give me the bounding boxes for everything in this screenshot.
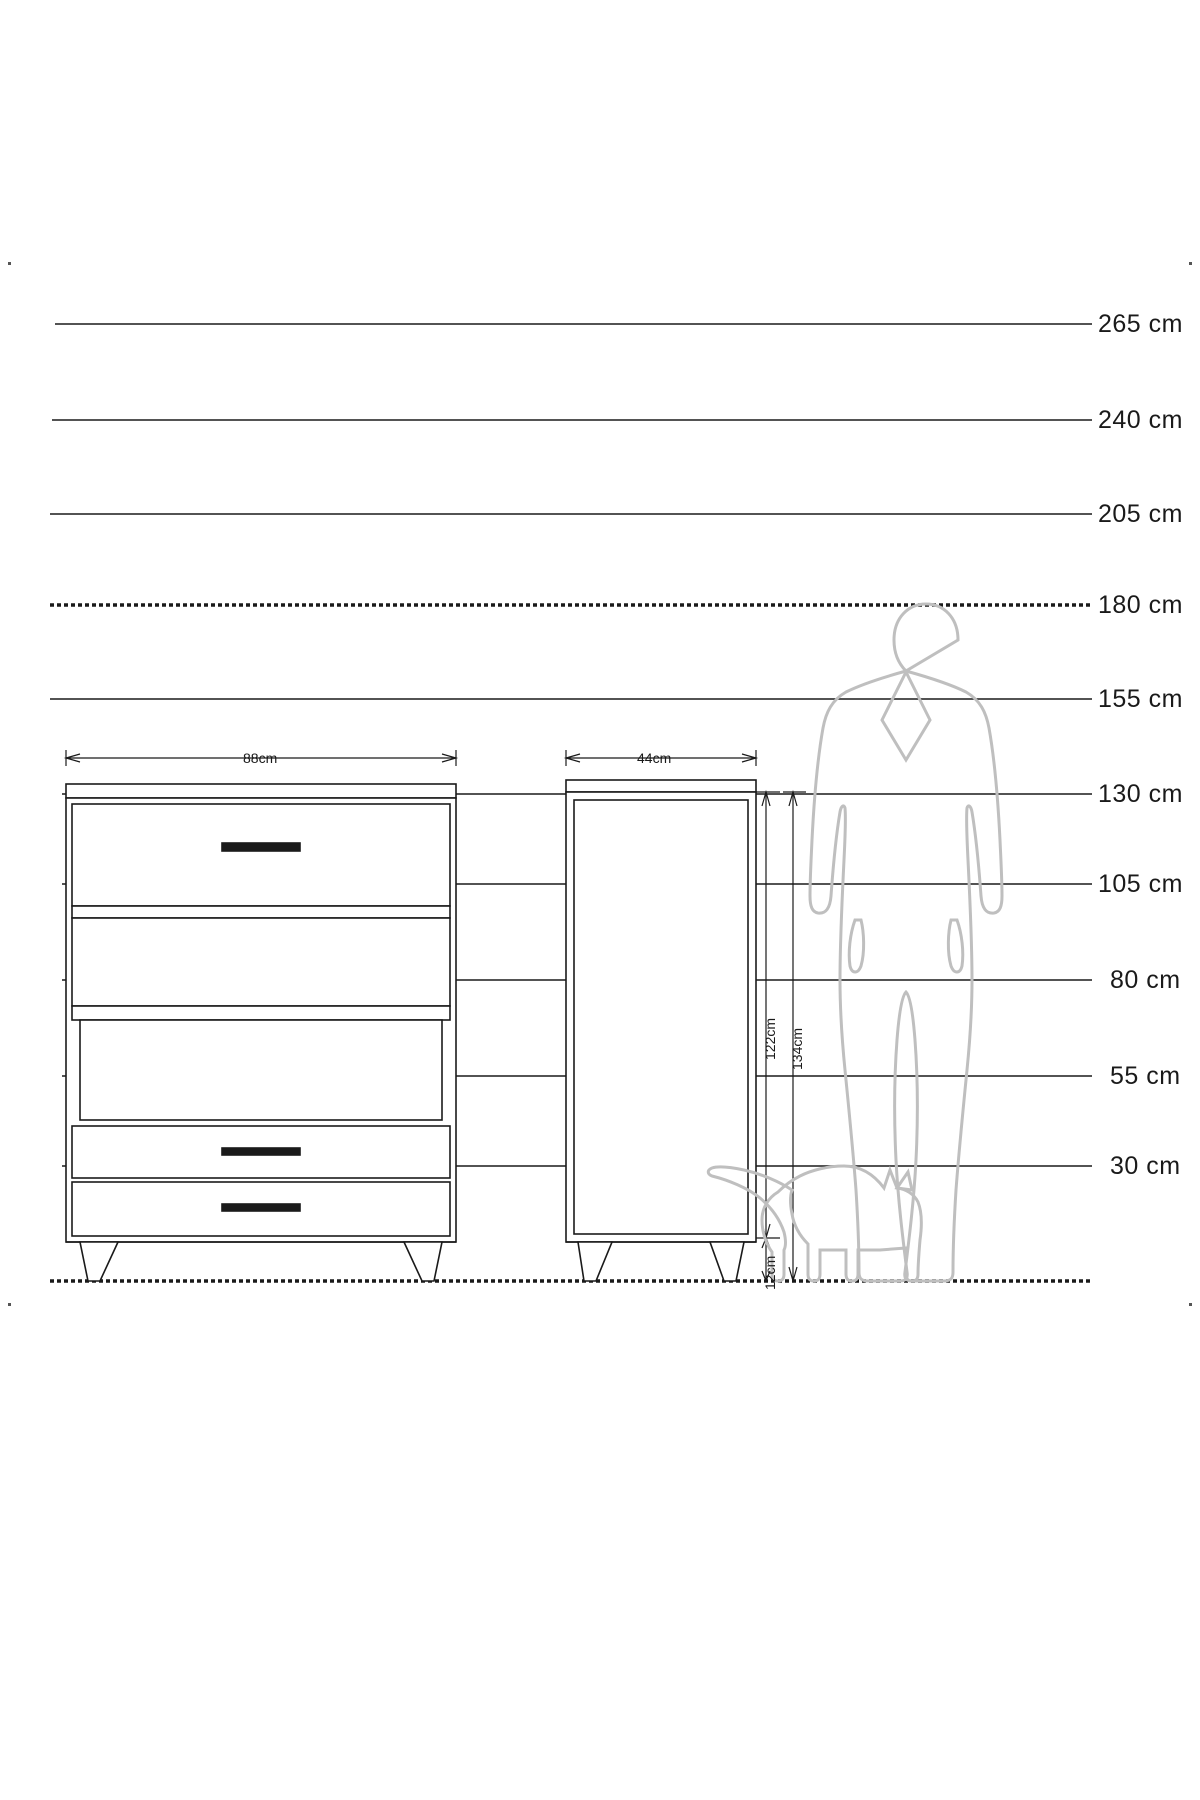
- tall-cabinet: [566, 780, 756, 1281]
- dresser-handle-2: [222, 1148, 300, 1155]
- dimension-label-leg-height: 12cm: [762, 1255, 778, 1290]
- scale-label-240: 240 cm: [1098, 406, 1183, 434]
- dresser-open-compartment-1: [72, 918, 450, 1006]
- scale-label-80: 80 cm: [1110, 966, 1181, 994]
- human-lapel: [882, 672, 930, 760]
- dresser-handle-3: [222, 1204, 300, 1211]
- scale-label-205: 205 cm: [1098, 500, 1183, 528]
- human-silhouette: [810, 604, 1002, 1281]
- dresser-drawer-1: [72, 804, 450, 906]
- dresser-top-panel: [66, 784, 456, 798]
- dresser-leg-left: [80, 1242, 118, 1281]
- dimension-label-cabinet-total-height: 134cm: [789, 1027, 805, 1070]
- cabinet-top-panel: [566, 780, 756, 792]
- cabinet-door: [574, 800, 748, 1234]
- cat-ear-right: [897, 1172, 912, 1190]
- scale-label-180: 180 cm: [1098, 591, 1183, 619]
- human-left-hand: [849, 920, 863, 972]
- cabinet-leg-right: [710, 1242, 744, 1281]
- dresser-shelf-2: [72, 1006, 450, 1020]
- dresser-open-compartment-2: [80, 1020, 442, 1120]
- dimension-label-dresser-width: 88cm: [243, 750, 278, 766]
- scale-label-30: 30 cm: [1110, 1152, 1181, 1180]
- dresser-leg-right: [404, 1242, 442, 1281]
- dresser-handle-1: [222, 843, 300, 851]
- scale-label-105: 105 cm: [1098, 870, 1183, 898]
- dimension-label-cabinet-width: 44cm: [637, 750, 672, 766]
- scale-label-55: 55 cm: [1110, 1062, 1181, 1090]
- chest-of-drawers: [66, 784, 456, 1281]
- scale-label-265: 265 cm: [1098, 310, 1183, 338]
- human-right-hand: [948, 920, 962, 972]
- cabinet-leg-left: [578, 1242, 612, 1281]
- dimension-label-cabinet-inner-height: 122cm: [762, 1017, 778, 1060]
- human-outline: [810, 604, 1002, 1281]
- scale-label-155: 155 cm: [1098, 685, 1183, 713]
- scale-label-130: 130 cm: [1098, 780, 1183, 808]
- dresser-shelf-1: [72, 906, 450, 918]
